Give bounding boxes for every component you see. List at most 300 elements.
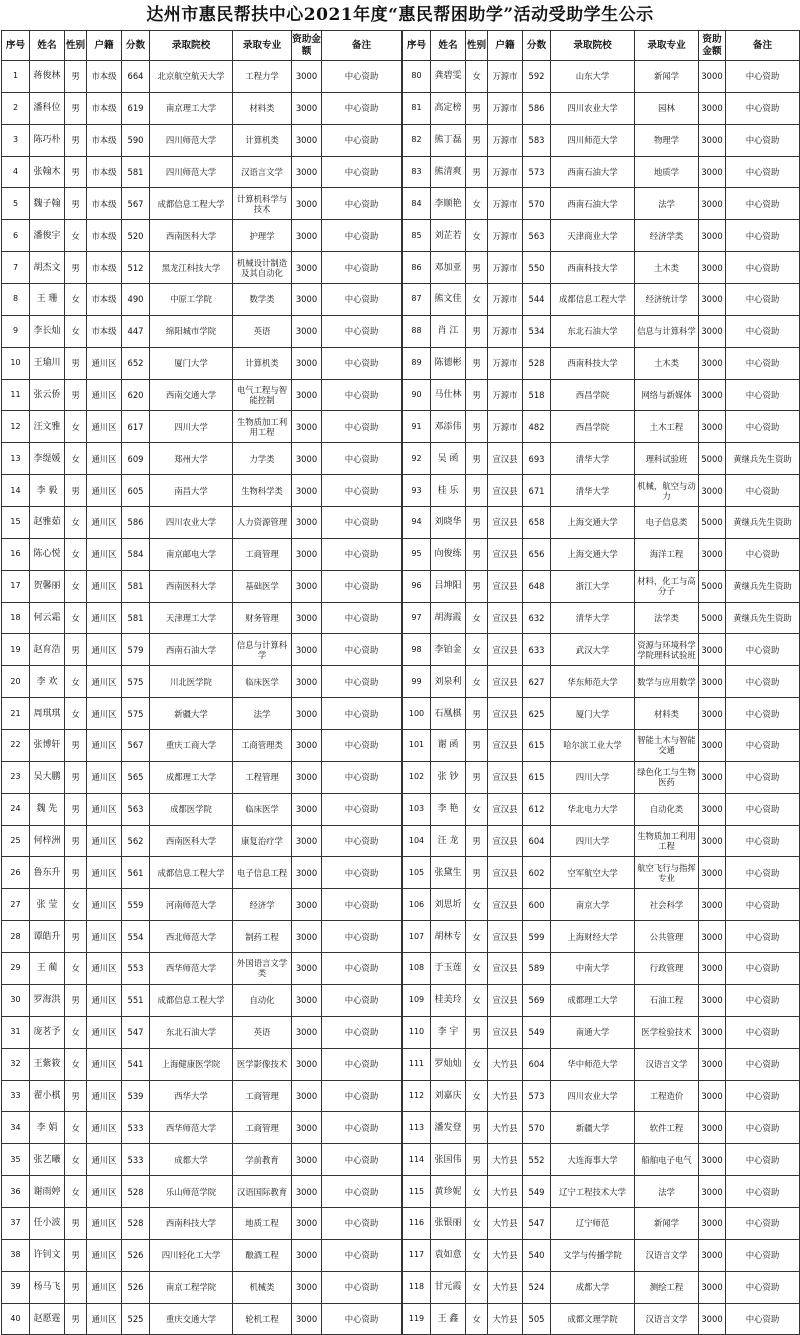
cell-gender: 男 [65,857,87,889]
cell-index: 103 [403,793,431,825]
cell-gender: 男 [65,124,87,156]
cell-index: 111 [403,1048,431,1080]
cell-household: 大竹县 [488,1048,523,1080]
cell-school: 空军航空大学 [551,857,635,889]
cell-name: 甘元霞 [431,1271,466,1303]
header-idx: 序号 [403,31,431,61]
cell-school: 绵阳城市学院 [150,315,233,347]
cell-score: 693 [523,443,551,475]
cell-school: 天津理工大学 [150,602,233,634]
cell-amount: 3000 [292,411,322,443]
cell-gender: 男 [65,92,87,124]
cell-gender: 男 [466,156,488,188]
cell-major: 英语 [233,1016,292,1048]
table-row [2,507,402,539]
cell-amount: 3000 [292,666,322,698]
cell-major: 机械类 [233,1271,292,1303]
cell-household: 市本级 [87,61,122,93]
cell-amount: 5000 [699,507,726,539]
table-row [2,347,402,379]
cell-name: 胡林专 [431,921,466,953]
cell-gender: 女 [65,284,87,316]
table-row [2,570,402,602]
cell-note: 中心资助 [726,825,800,857]
cell-household: 宣汉县 [488,507,523,539]
cell-amount: 3000 [292,1080,322,1112]
table-row [403,921,800,953]
table-row [403,379,800,411]
cell-amount: 3000 [699,984,726,1016]
cell-household: 市本级 [87,92,122,124]
cell-amount: 3000 [699,889,726,921]
cell-gender: 男 [466,1112,488,1144]
cell-name: 潘发登 [431,1112,466,1144]
cell-major: 工程管理 [233,761,292,793]
cell-name: 陈心悦 [30,538,65,570]
cell-note: 中心资助 [322,570,402,602]
cell-major: 机械，航空与动力 [635,475,699,507]
cell-school: 西南科技大学 [551,252,635,284]
cell-index: 22 [2,730,30,762]
cell-school: 重庆交通大学 [150,1303,233,1335]
cell-name: 张黛生 [431,857,466,889]
cell-major: 测绘工程 [635,1271,699,1303]
cell-note: 中心资助 [726,889,800,921]
cell-school: 成都信息工程大学 [150,188,233,220]
table-row [403,570,800,602]
table-row [2,188,402,220]
cell-school: 郑州大学 [150,443,233,475]
cell-note: 中心资助 [726,698,800,730]
table-row [2,315,402,347]
header-name: 姓名 [30,31,65,61]
cell-gender: 女 [65,698,87,730]
cell-amount: 3000 [292,602,322,634]
cell-gender: 男 [65,61,87,93]
cell-index: 115 [403,1176,431,1208]
table-row [2,411,402,443]
cell-note: 中心资助 [322,793,402,825]
cell-school: 浙江大学 [551,570,635,602]
cell-major: 石油工程 [635,984,699,1016]
cell-score: 551 [122,984,150,1016]
cell-school: 华东师范大学 [551,666,635,698]
table-row [403,953,800,985]
cell-score: 526 [122,1239,150,1271]
cell-name: 张艺曦 [30,1144,65,1176]
cell-amount: 3000 [292,1144,322,1176]
table-row [2,156,402,188]
cell-household: 市本级 [87,188,122,220]
cell-index: 80 [403,61,431,93]
cell-score: 570 [523,188,551,220]
cell-amount: 3000 [699,921,726,953]
cell-amount: 3000 [699,698,726,730]
cell-name: 罗海洪 [30,984,65,1016]
cell-index: 114 [403,1144,431,1176]
cell-household: 通川区 [87,825,122,857]
cell-name: 刘泉利 [431,666,466,698]
cell-note: 中心资助 [322,1112,402,1144]
cell-name: 向俊练 [431,538,466,570]
cell-household: 通川区 [87,411,122,443]
table-row [2,124,402,156]
cell-score: 575 [122,698,150,730]
table-row [2,857,402,889]
cell-school: 成都文理学院 [551,1303,635,1335]
cell-household: 万源市 [488,220,523,252]
cell-major: 轮机工程 [233,1303,292,1335]
cell-note: 中心资助 [726,666,800,698]
cell-index: 107 [403,921,431,953]
table-row [403,1016,800,1048]
cell-household: 通川区 [87,761,122,793]
cell-index: 94 [403,507,431,539]
cell-name: 李长灿 [30,315,65,347]
cell-score: 625 [523,698,551,730]
cell-amount: 3000 [292,252,322,284]
cell-major: 土木工程 [635,411,699,443]
cell-note: 中心资助 [726,921,800,953]
cell-note: 中心资助 [322,602,402,634]
cell-score: 604 [523,1048,551,1080]
cell-household: 通川区 [87,347,122,379]
cell-amount: 3000 [699,347,726,379]
cell-school: 成都信息工程大学 [150,984,233,1016]
cell-score: 547 [523,1207,551,1239]
cell-amount: 3000 [699,1048,726,1080]
cell-note: 中心资助 [726,1016,800,1048]
cell-score: 533 [122,1144,150,1176]
cell-major: 财务管理 [233,602,292,634]
cell-score: 619 [122,92,150,124]
cell-note: 中心资助 [726,1176,800,1208]
cell-name: 熊文佳 [431,284,466,316]
cell-household: 万源市 [488,124,523,156]
cell-gender: 男 [65,1239,87,1271]
cell-major: 法学 [635,188,699,220]
cell-gender: 男 [466,411,488,443]
cell-major: 数学类 [233,284,292,316]
cell-score: 573 [523,156,551,188]
cell-school: 四川农业大学 [551,92,635,124]
cell-amount: 3000 [699,793,726,825]
cell-major: 材料类 [635,698,699,730]
cell-index: 37 [2,1207,30,1239]
cell-score: 533 [122,1112,150,1144]
cell-amount: 3000 [292,1048,322,1080]
cell-gender: 女 [466,634,488,666]
table-row [2,1271,402,1303]
cell-school: 南京理工大学 [150,92,233,124]
cell-amount: 3000 [292,475,322,507]
cell-name: 熊清爽 [431,156,466,188]
cell-score: 534 [523,315,551,347]
cell-index: 38 [2,1239,30,1271]
cell-school: 西昌学院 [551,379,635,411]
cell-index: 17 [2,570,30,602]
cell-name: 桂 乐 [431,475,466,507]
cell-major: 园林 [635,92,699,124]
cell-score: 528 [122,1207,150,1239]
cell-name: 刘芷若 [431,220,466,252]
cell-name: 马仕林 [431,379,466,411]
cell-score: 482 [523,411,551,443]
table-row [403,1144,800,1176]
cell-school: 西南石油大学 [551,156,635,188]
cell-amount: 3000 [699,284,726,316]
cell-index: 6 [2,220,30,252]
cell-amount: 3000 [699,1112,726,1144]
cell-gender: 女 [466,984,488,1016]
cell-household: 大竹县 [488,1144,523,1176]
cell-school: 西北师范大学 [150,921,233,953]
cell-amount: 3000 [699,666,726,698]
cell-school: 四川大学 [150,411,233,443]
cell-household: 通川区 [87,1176,122,1208]
cell-gender: 女 [466,61,488,93]
cell-gender: 女 [466,284,488,316]
cell-score: 658 [523,507,551,539]
cell-gender: 女 [65,315,87,347]
cell-major: 软件工程 [635,1112,699,1144]
cell-household: 万源市 [488,315,523,347]
header-note: 备注 [726,31,800,61]
header-idx: 序号 [2,31,30,61]
cell-school: 西南医科大学 [150,825,233,857]
cell-index: 33 [2,1080,30,1112]
table-row [2,602,402,634]
cell-major: 计算机类 [233,124,292,156]
cell-name: 周琪琪 [30,698,65,730]
cell-index: 34 [2,1112,30,1144]
cell-note: 中心资助 [726,761,800,793]
cell-score: 524 [523,1271,551,1303]
cell-name: 杨马飞 [30,1271,65,1303]
cell-major: 人力资源管理 [233,507,292,539]
cell-note: 中心资助 [726,984,800,1016]
table-row [403,1080,800,1112]
cell-amount: 3000 [699,825,726,857]
cell-name: 何云霜 [30,602,65,634]
cell-household: 万源市 [488,156,523,188]
table-row [403,188,800,220]
cell-household: 宣汉县 [488,666,523,698]
header-household: 户籍 [488,31,523,61]
cell-gender: 男 [65,188,87,220]
cell-major: 汉语言文学 [233,156,292,188]
cell-name: 胡海霞 [431,602,466,634]
cell-school: 华北电力大学 [551,793,635,825]
cell-school: 四川轻化工大学 [150,1239,233,1271]
cell-index: 87 [403,284,431,316]
cell-school: 天津商业大学 [551,220,635,252]
cell-name: 李缇媛 [30,443,65,475]
cell-school: 乐山师范学院 [150,1176,233,1208]
cell-amount: 3000 [292,188,322,220]
cell-note: 中心资助 [322,984,402,1016]
cell-score: 539 [122,1080,150,1112]
cell-household: 通川区 [87,1048,122,1080]
table-row [403,761,800,793]
cell-index: 13 [2,443,30,475]
cell-note: 中心资助 [726,61,800,93]
table-row [2,634,402,666]
cell-major: 船舶电子电气 [635,1144,699,1176]
cell-household: 通川区 [87,634,122,666]
cell-score: 505 [523,1303,551,1335]
cell-major: 工商管理 [233,538,292,570]
cell-note: 中心资助 [322,411,402,443]
cell-major: 康复治疗学 [233,825,292,857]
roster-body-left [2,61,402,1335]
cell-amount: 3000 [292,92,322,124]
cell-index: 113 [403,1112,431,1144]
page-title: 达州市惠民帮扶中心2021年度“惠民帮困助学”活动受助学生公示 [146,5,654,25]
cell-gender: 女 [65,1048,87,1080]
cell-school: 东北石油大学 [150,1016,233,1048]
cell-amount: 3000 [292,1271,322,1303]
cell-household: 万源市 [488,411,523,443]
cell-amount: 3000 [292,570,322,602]
cell-school: 大连海事大学 [551,1144,635,1176]
cell-score: 559 [122,889,150,921]
cell-major: 网络与新媒体 [635,379,699,411]
header-major: 录取专业 [635,31,699,61]
cell-index: 93 [403,475,431,507]
header-score: 分数 [523,31,551,61]
cell-major: 经济统计学 [635,284,699,316]
cell-note: 中心资助 [322,284,402,316]
cell-amount: 3000 [699,1207,726,1239]
cell-gender: 男 [65,1207,87,1239]
cell-major: 经济学 [233,889,292,921]
cell-note: 中心资助 [322,475,402,507]
cell-gender: 女 [466,188,488,220]
cell-name: 张 莹 [30,889,65,921]
table-row [2,889,402,921]
cell-school: 西南医科大学 [150,570,233,602]
cell-major: 地质工程 [233,1207,292,1239]
cell-note: 中心资助 [322,825,402,857]
cell-major: 汉语言文学 [635,1048,699,1080]
cell-school: 西南科技大学 [551,347,635,379]
cell-name: 石凰棋 [431,698,466,730]
cell-household: 通川区 [87,793,122,825]
table-row [403,857,800,889]
cell-school: 辽宁师范 [551,1207,635,1239]
cell-household: 大竹县 [488,1080,523,1112]
cell-gender: 男 [65,634,87,666]
cell-note: 中心资助 [322,124,402,156]
cell-index: 90 [403,379,431,411]
cell-major: 公共管理 [635,921,699,953]
cell-name: 邓添伟 [431,411,466,443]
cell-school: 新疆大学 [551,1112,635,1144]
cell-major: 汉语言文学 [635,1239,699,1271]
cell-amount: 3000 [699,220,726,252]
cell-amount: 3000 [292,953,322,985]
cell-index: 109 [403,984,431,1016]
cell-major: 临床医学 [233,666,292,698]
cell-household: 宣汉县 [488,570,523,602]
cell-name: 陈德彬 [431,347,466,379]
table-header-row [403,31,800,61]
cell-major: 信息与计算科学 [233,634,292,666]
table-row [2,1176,402,1208]
cell-amount: 3000 [699,1176,726,1208]
cell-name: 赵雅茹 [30,507,65,539]
cell-index: 3 [2,124,30,156]
cell-school: 西南石油大学 [551,188,635,220]
cell-note: 中心资助 [322,698,402,730]
cell-school: 重庆工商大学 [150,730,233,762]
cell-index: 1 [2,61,30,93]
table-row [403,1271,800,1303]
cell-household: 市本级 [87,124,122,156]
cell-amount: 3000 [699,1239,726,1271]
cell-index: 104 [403,825,431,857]
cell-school: 上海财经大学 [551,921,635,953]
cell-index: 86 [403,252,431,284]
cell-name: 任小波 [30,1207,65,1239]
cell-major: 计算机科学与技术 [233,188,292,220]
cell-gender: 男 [466,347,488,379]
cell-score: 549 [523,1176,551,1208]
cell-score: 620 [122,379,150,411]
cell-name: 谭皓升 [30,921,65,953]
cell-amount: 3000 [292,538,322,570]
cell-index: 18 [2,602,30,634]
cell-index: 16 [2,538,30,570]
cell-name: 高定榜 [431,92,466,124]
cell-household: 万源市 [488,284,523,316]
cell-major: 机械设计制造及其自动化 [233,252,292,284]
cell-score: 632 [523,602,551,634]
cell-score: 544 [523,284,551,316]
cell-index: 89 [403,347,431,379]
cell-gender: 女 [466,1239,488,1271]
cell-household: 通川区 [87,730,122,762]
cell-household: 宣汉县 [488,602,523,634]
cell-school: 四川大学 [551,825,635,857]
cell-major: 土木类 [635,252,699,284]
cell-name: 魏子翰 [30,188,65,220]
cell-household: 宣汉县 [488,634,523,666]
table-row [2,220,402,252]
cell-note: 中心资助 [322,1207,402,1239]
cell-note: 中心资助 [726,252,800,284]
cell-index: 14 [2,475,30,507]
cell-name: 魏 先 [30,793,65,825]
header-gender: 性别 [466,31,488,61]
cell-note: 中心资助 [726,857,800,889]
cell-score: 592 [523,61,551,93]
cell-name: 熊丁磊 [431,124,466,156]
cell-household: 宣汉县 [488,889,523,921]
cell-major: 电子信息工程 [233,857,292,889]
cell-index: 39 [2,1271,30,1303]
cell-amount: 3000 [292,921,322,953]
cell-score: 512 [122,252,150,284]
cell-name: 潘俊宇 [30,220,65,252]
cell-household: 通川区 [87,1144,122,1176]
cell-major: 临床医学 [233,793,292,825]
cell-household: 大竹县 [488,1112,523,1144]
cell-name: 李顺艳 [431,188,466,220]
cell-score: 562 [122,825,150,857]
cell-gender: 女 [65,538,87,570]
